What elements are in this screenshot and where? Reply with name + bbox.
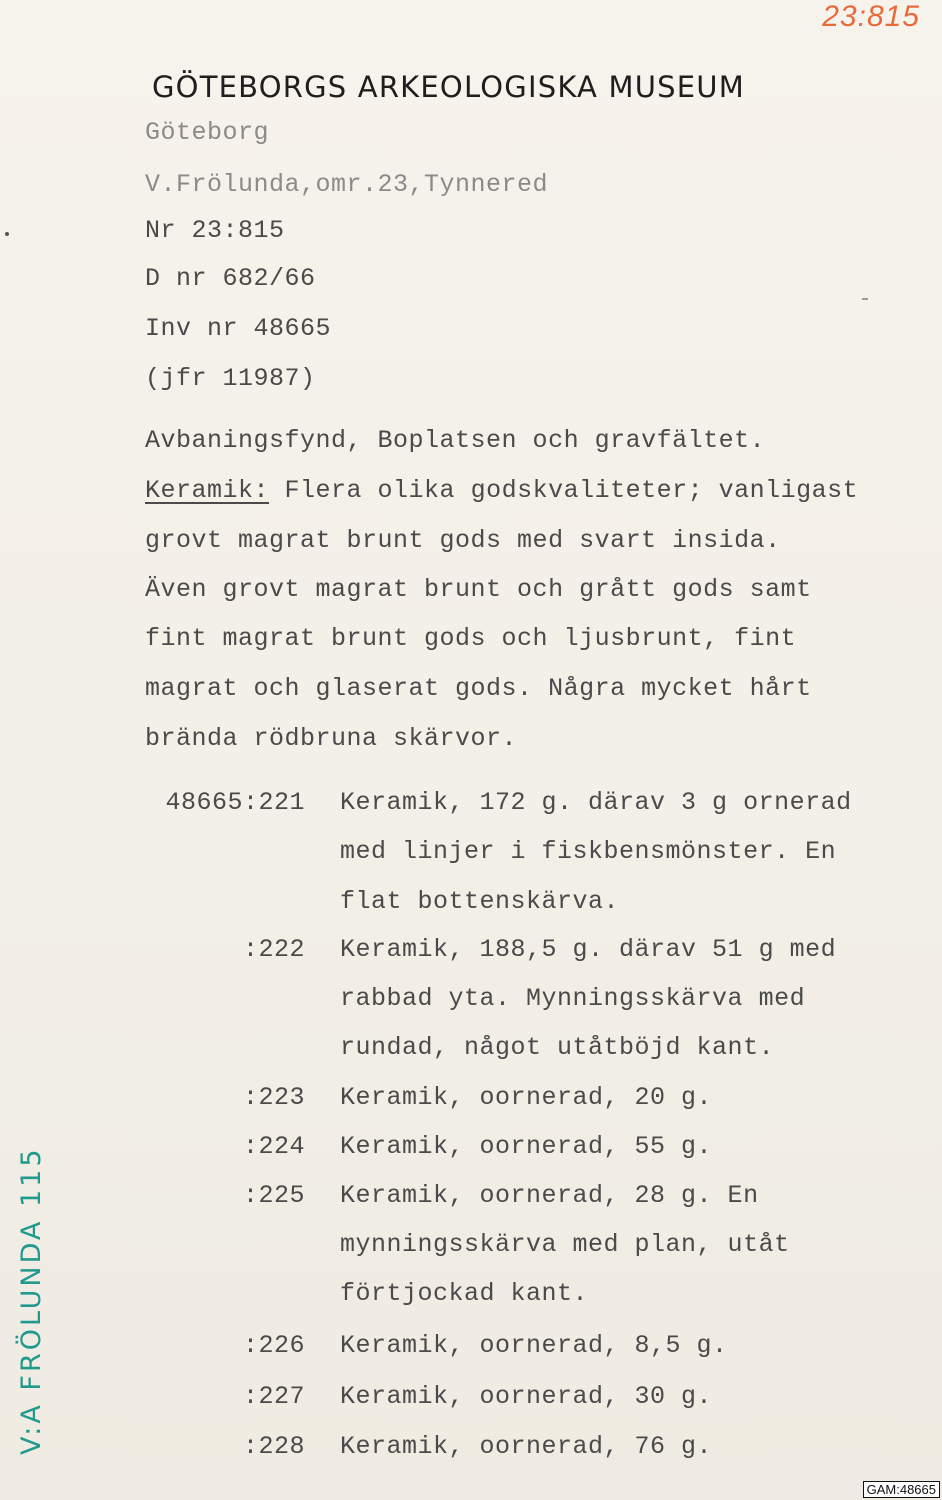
item-text-line: rabbad yta. Mynningsskärva med: [340, 984, 806, 1013]
description-line-7: brända rödbruna skärvor.: [145, 724, 518, 753]
description-line-6: magrat och glaserat gods. Några mycket hårt: [145, 674, 812, 703]
city-line: Göteborg: [145, 118, 270, 147]
item-number: :225: [242, 1181, 305, 1210]
description-line-3: grovt magrat brunt gods med svart insida.: [145, 526, 781, 555]
description-line-1: Avbaningsfynd, Boplatsen och gravfältet.: [145, 426, 766, 455]
item-number: :228: [242, 1432, 305, 1461]
side-label: V:A FRÖLUNDA 115: [16, 1146, 47, 1455]
item-text-line: förtjockad kant.: [340, 1279, 589, 1308]
item-text-line: Keramik, oornerad, 28 g. En: [340, 1181, 759, 1210]
margin-tick: [862, 298, 868, 300]
nr-line: Nr 23:815: [145, 216, 285, 245]
description-line-2-text: Flera olika godskvaliteter; vanligast: [269, 476, 859, 505]
reference-line: (jfr 11987): [145, 364, 316, 393]
item-text-line: Keramik, oornerad, 8,5 g.: [340, 1331, 728, 1360]
keramik-label: Keramik:: [145, 476, 270, 505]
museum-heading: GÖTEBORGS ARKEOLOGISKA MUSEUM: [152, 70, 745, 104]
item-number: :227: [242, 1382, 305, 1411]
item-text-line: Keramik, oornerad, 30 g.: [340, 1382, 713, 1411]
description-line-4: Även grovt magrat brunt och grått gods samt: [145, 575, 812, 604]
item-text-line: Keramik, 188,5 g. därav 51 g med: [340, 935, 837, 964]
dnr-line: D nr 682/66: [145, 264, 316, 293]
archive-label: GAM:48665: [863, 1481, 940, 1498]
item-text-line: Keramik, oornerad, 55 g.: [340, 1132, 713, 1161]
item-text-line: mynningsskärva med plan, utåt: [340, 1230, 790, 1259]
description-line-2: [145, 476, 858, 505]
inv-nr-line: Inv nr 48665: [145, 314, 332, 343]
margin-dot: [5, 232, 9, 236]
item-text-line: Keramik, oornerad, 76 g.: [340, 1432, 713, 1461]
location-line: V.Frölunda,omr.23,Tynnered: [145, 170, 549, 199]
description-line-5: fint magrat brunt gods och ljusbrunt, fint: [145, 624, 797, 653]
item-text-line: Keramik, 172 g. därav 3 g ornerad: [340, 788, 852, 817]
catalog-number-stamp: 23:815: [822, 0, 920, 33]
item-text-line: Keramik, oornerad, 20 g.: [340, 1083, 713, 1112]
item-number: :223: [242, 1083, 305, 1112]
item-number: :226: [242, 1331, 305, 1360]
item-number: 48665:221: [165, 788, 305, 817]
item-number: :224: [242, 1132, 305, 1161]
item-number: :222: [242, 935, 305, 964]
item-text-line: med linjer i fiskbensmönster. En: [340, 837, 837, 866]
item-text-line: flat bottenskärva.: [340, 887, 620, 916]
item-text-line: rundad, något utåtböjd kant.: [340, 1033, 775, 1062]
